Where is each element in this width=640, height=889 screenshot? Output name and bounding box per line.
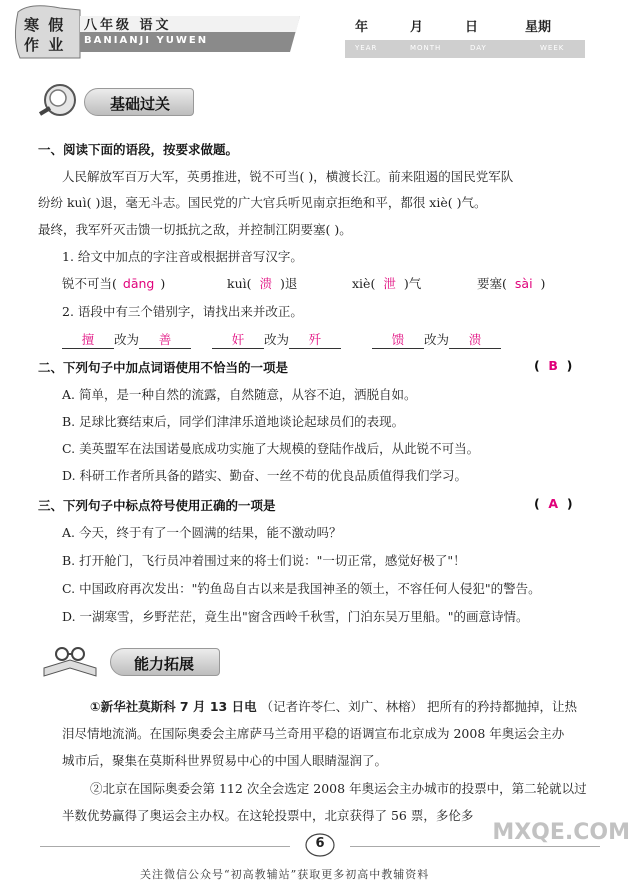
magnifier-icon xyxy=(32,80,92,120)
answer-value: 溃 xyxy=(259,276,273,291)
answer-item: 要塞( sài ) xyxy=(477,276,546,291)
logo-line2: 作 业 xyxy=(24,36,66,54)
reading-p2-line-2: 半数优势赢得了奥运会主办权。在这轮投票中，北京获得了 56 票，多伦多 xyxy=(62,808,474,823)
date-fields xyxy=(355,16,580,36)
date-week-en: WEEK xyxy=(540,44,565,52)
header-subtitle: 八年级 语文 xyxy=(84,18,172,33)
reading-p2-line-1: ②北京在国际奥委会第 112 次全会选定 2008 年奥运会主办城市的投票中，第二轮就以过 xyxy=(90,781,587,796)
q2-option-c: C. 美英盟军在法国诺曼底成功实施了大规模的登陆作战后，从此锐不可当。 xyxy=(62,441,480,456)
q2-answer-box: ( B ) xyxy=(534,358,573,373)
header-logo xyxy=(18,10,80,58)
footer-rule-right xyxy=(350,846,600,847)
header-subtitle-en: BANIANJI YUWEN xyxy=(84,35,209,46)
q2-answer: B xyxy=(548,358,558,373)
footer-rule-left xyxy=(40,846,290,847)
answer-value: 泄 xyxy=(383,276,396,291)
reading-dateline: ①新华社莫斯科 7 月 13 日电 xyxy=(90,699,257,714)
date-rule xyxy=(345,40,585,58)
correction-item: 擅 改为 善 xyxy=(62,330,191,349)
section-title-ext: 能力拓展 xyxy=(134,655,195,673)
answer-value: dāng xyxy=(122,276,155,291)
page-number: 6 xyxy=(300,836,340,858)
q3-option-c: C. 中国政府再次发出："钓鱼岛自古以来是我国神圣的领土，不容任何人侵犯"的警告。 xyxy=(62,581,541,596)
logo-line1: 寒 假 xyxy=(24,16,66,34)
q1-sub2-answers xyxy=(62,330,582,348)
q3-answer: A xyxy=(548,496,559,511)
q3-option-a: A. 今天，终于有了一个圆满的结果，能不激动吗？ xyxy=(62,525,342,540)
book-glasses-icon xyxy=(40,640,110,680)
date-day-label: 日 xyxy=(465,20,479,35)
passage-line-3: 最终，我军歼灭击馈一切抵抗之敌，并控制江阴要塞( )。 xyxy=(38,222,352,237)
correction-item: 馈 改为 溃 xyxy=(372,330,501,349)
q1-sub1-answers xyxy=(62,274,602,292)
date-month-en: MONTH xyxy=(410,44,442,52)
answer-item: kuì( 溃 )退 xyxy=(227,276,298,291)
q1-sub1: 1. 给文中加点的字注音或根据拼音写汉字。 xyxy=(62,249,303,264)
section-badge-basic xyxy=(32,80,232,120)
q1-heading: 一、阅读下面的语段，按要求做题。 xyxy=(38,142,239,157)
watermark: MXQE.COM xyxy=(492,820,630,845)
section-title-basic: 基础过关 xyxy=(110,95,171,113)
date-year-label: 年 xyxy=(355,20,369,35)
q2-option-a: A. 简单，是一种自然的流露，自然随意，从容不迫，洒脱自如。 xyxy=(62,387,417,402)
q3-option-b: B. 打开舱门，飞行员冲着围过来的将士们说："一切正常，感觉好极了"！ xyxy=(62,553,466,568)
passage-line-1: 人民解放军百万大军，英勇推进，锐不可当( )，横渡长江。前来阻遏的国民党军队 xyxy=(62,169,514,184)
answer-item: xiè( 泄 )气 xyxy=(352,276,422,291)
footer-note: 关注微信公众号“初高教辅站”获取更多初高中教辅资料 xyxy=(140,868,430,881)
q3-answer-box: ( A ) xyxy=(534,496,573,511)
passage-line-2: 纷纷 kuì( )退，毫无斗志。国民党的广大官兵听见南京拒绝和平，都很 xiè( )气。 xyxy=(38,195,487,210)
date-day-en: DAY xyxy=(470,44,487,52)
q2-option-b: B. 足球比赛结束后，同学们津津乐道地谈论起球员们的表现。 xyxy=(62,414,405,429)
page-header xyxy=(0,0,640,62)
q3-heading: 三、下列句子中标点符号使用正确的一项是 xyxy=(38,498,276,513)
date-year-en: YEAR xyxy=(355,44,378,52)
section-badge-ext xyxy=(40,640,260,680)
reading-p1-line-1: 泪尽情地流淌。在国际奥委会主席萨马兰奇用平稳的语调宣布北京成为 2008 年奥运会主办 xyxy=(62,726,565,741)
answer-value: sài xyxy=(514,276,533,291)
answer-item: 锐不可当( dāng ) xyxy=(62,276,166,291)
reading-p1-first: ①新华社莫斯科 7 月 13 日电 （记者许苓仁、刘广、林榕） 把所有的矜持都抛掉，让热 xyxy=(90,699,578,714)
q3-option-d: D. 一湖寒雪，乡野茫茫，竟生出"窗含西岭千秋雪，门泊东吴万里船。"的画意诗情。 xyxy=(62,609,529,624)
q2-option-d: D. 科研工作者所具备的踏实、勤奋、一丝不苟的优良品质值得我们学习。 xyxy=(62,468,468,483)
q1-sub2: 2. 语段中有三个错别字，请找出来并改正。 xyxy=(62,304,303,319)
correction-item: 奸 改为 歼 xyxy=(212,330,341,349)
reading-p1-line-2: 城市后，聚集在莫斯科世界贸易中心的中国人眼睛湿润了。 xyxy=(62,753,388,768)
date-week-label: 星期 xyxy=(525,20,552,35)
q2-heading: 二、下列句子中加点词语使用不恰当的一项是 xyxy=(38,360,289,375)
date-month-label: 月 xyxy=(410,20,424,35)
